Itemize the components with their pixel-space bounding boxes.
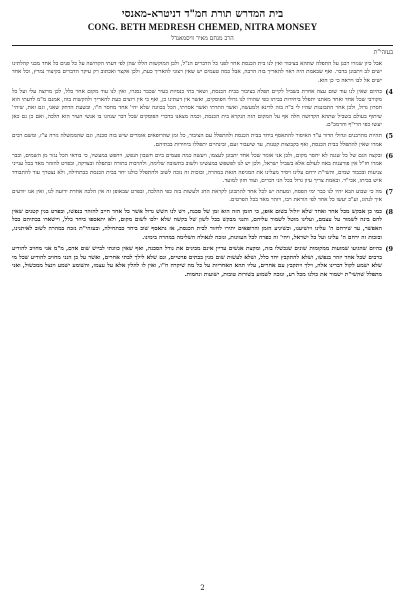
paragraph-7: [12, 188, 393, 205]
paragraph-text: כמו כן אבקש מכל אחד ואחד שלא יזלזל בשום אופן, כי הזמן הזה הוא זמן של סכנה, ויש לנו חשש גדול אשר כל אחד חייב להזהר בנפשו, ובפרט בגין קטנים שאין להם בינה לשמור על עצמם, ועלינו מוטל לשמור עליהם, והנני מבקש בכל לשון של בקשה שלא ילכו לשום מקום, ולא יתאספו ביחד כלל, ויישארו בבתיהם ככל האפשר, עד שירחם ה' עלינו ויושיענו, וכשיגיע הזמן והרופאים יתירו לחזור לבית הכנסת, אז נתאסף שוב ביחד כבתחילה, ובעזהי"ת נזכה במהרה לשוב לאיתנינו, ובזכות זה ירחם ה' עלינו ועל כל ישראל, ויהי' זה כפרה לכל העוונות, ונזכה לגאולה השלימה במהרה בימינו.: [12, 208, 382, 241]
letterhead-title-english: CONG. BETH MEDRESH CHEMED, NITRA MONSEY: [87, 22, 318, 32]
paragraph-number: 7): [385, 188, 393, 197]
paragraph-number: 6): [385, 151, 393, 160]
paragraph-9: [12, 245, 393, 279]
letterhead-subtitle: הרב מנחם מאיר וויסמאנדל: [171, 35, 234, 42]
paragraph-text: כהיום שאין לנו עוד שום עצה אחרת בשביל לקיים תפלה בציבור בבית הכנסת, ושאר בתי כנסיות בעיר שכבר נסגרו, ואין לנו עוד מקום אחר כלל, לכן מרוצה עלי ועל כל מקורבי שכל אחד ואחד מאתנו יתפלל ביחידות בביתו כפי שהורו לנו גדולי הפוסקים, ואשר אין דעתינו כן, ואף כי אין רוצים כעת להאריך ולהקשות בזה, אמנם מ"מ לדעתי הוא חסרון גדול, ולכן אחר התבוננות שהיו לי ב"ה בזה לדינא ולמעשה, ואשר התרתי ואשר אסרתי, הכל בכוונה שלא יהי' אחד מחסר ח"ו, ובשעת הדחק שאני, וגם זאת, שיהי' שיתוף בעולם בשביל שתהא הקדושה חלה אף על המקום הזה הנקרא בית הכנסת, וכמה מצאנו בדברי הפוסקים שכל דבר שנהגו בו אנשי העיר הוא הלכה, ואם כן גם כאן יעשו כפי הרי"ף והרמב"ם.: [12, 88, 382, 129]
paragraph-number: 8): [385, 207, 393, 216]
document-page: [12, 8, 393, 592]
paragraph-8: [12, 208, 393, 242]
paragraph-text: מה כי שבוע הבא יהיו לנו כבר ימי הפסח, ומעתה יש לכל אחד להתכונן לקראת החג ולעשות בזה כפי ההלכה, ובפרט שבאופן זה אין הלכה אחרת ידועה לנו, ואין אנו יודעים איך לנהוג, וע"כ יעשו כל אחד לפי הוראת רבו, ויזהר מאד בכל הפרטים.: [12, 189, 382, 204]
salutation: בעזהי"ת: [373, 49, 393, 56]
paragraph-text: כהיום שהגיעו שמועות ממקומות שונים שנכשלו בזה, ומקצת אנשים עדיין אינם מבינים את גודל הסכנה, ואף שאין כוונתי לבייש שום אדם, מ"מ אני מחויב להודיע ברבים שכל אחד יזהר בנפשו, ושלא להתקבץ יחד כלל, ושלא לעשות שום מנין בבתים פרטיים, וגם שלא לילך לבתי אחרים, ואשר על כן הנני מחויב להודיע שכל מי שלא ישמע לקול דברינו אלה, וילך ויתקבץ עם אחרים, עליו תהא האחריות על כל מה שיקרה ח"ו, ואין לו להלין אלא על עצמו, והשומע ישמע וינצל ממכשול, ואני מתפלל שהשי"ת ישמור את כולנו מכל רע, ונזכה לשמוע בשורות טובות, ישועות ונחמות.: [12, 246, 382, 278]
letterhead-divider: [12, 45, 393, 46]
letterhead-title-hebrew: בית המדרש תורת חמ"ד דניטרא-מאנסי: [121, 8, 284, 20]
paragraph-text: תהיות מהרבנים וגדולי הדור ע"ד האיסור להתאסף ביחד בבית הכנסת ולהתפלל עם הציבור, כל זמן שהרופאים אומרים שיש בזה סכנה, וגם שהממשלה גזרה ע"ז, ומשם רבים אמרו שאין להתפלל בבית הכנסת, ואף בקבוצות קטנות, עד שיעבור זעם, ובינתיים יתפללו ביחידות בבתיהם.: [12, 133, 382, 148]
paragraph-4: [12, 88, 393, 129]
letterhead: [12, 8, 393, 46]
page-number: 2: [200, 584, 205, 592]
paragraph-number: 4): [385, 87, 393, 96]
paragraph-number: 9): [385, 245, 393, 254]
paragraph-number: 5): [385, 132, 393, 141]
paragraph-6: [12, 152, 393, 185]
paragraph-text: ובקצה הגם של כל שגגה לא יחסר מקום, ולכן אני אומר שכל אחד יתבונן לעצמו, ויעשה כמה פעמים ביום חשבון הנפש, ויחפש במעשיו, כי בודאי הכל נגזר מן השמים, וכבר אמרו חז"ל אין פורענות באה לעולם אלא בשביל ישראל, ולכן יש לנו לפשפש במעשינו ולשוב בתשובה שלימה, ולהרבות בתורה ובתפלה ובצדקה, ובפרט להזהר מאד בכל ענייני צניעות ובכבוד שמים, והשי"ת ירחם עלינו ויסיר מעלינו את המגיפה הזאת במהרה, ובזכות זה נזכה לשוב ולהתפלל כולנו יחד בבית הכנסת כבתחילה, ולא נצטרך עוד להתבודד איש בביתו, אכי"ר. ובאמת צריך עיון גדול בכל הני דברים, ועוד חזון למועד.: [12, 152, 382, 184]
paragraph-text: אבל כיון שגזרו רבנן על התפלה שתהא בציבור ואין לנו בית הכנסת אחר לפני כל הדברים הנ"ל, ולכן המוקשות הללו שהן לפי דעתי הקדושה על כל פנים כל אחד מבני קהלתינו ישים לב ויתבונן בדבר. ואף שבאמת היה ראוי להאריך בזה הרבה, אבל כמה טעמים יש שאין רצוני להאריך כעת, ולכן אקצר ואכתוב רק עיקר הדברים בקיצור נמרץ, וכל אחד ישים אל לבו ויראה כי כן הוא.: [12, 61, 382, 84]
paragraph-intro: [12, 60, 393, 85]
paragraph-5: [12, 132, 393, 149]
